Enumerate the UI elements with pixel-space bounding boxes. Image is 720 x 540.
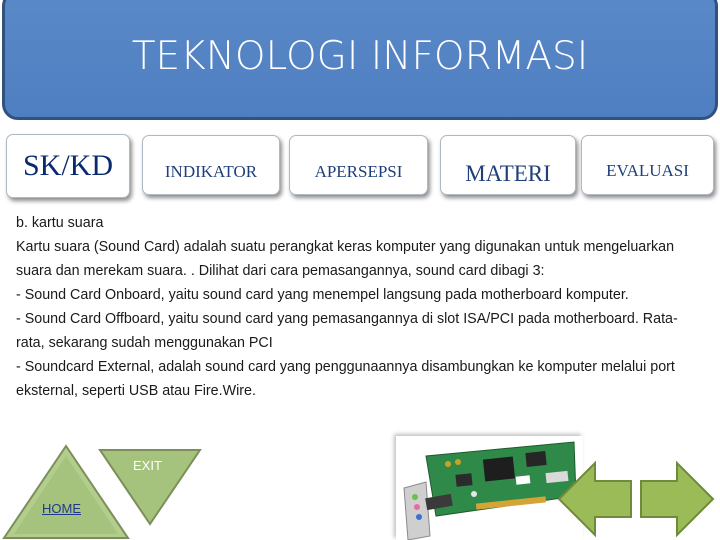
exit-label[interactable]: EXIT: [133, 458, 162, 473]
content-paragraph: - Sound Card Onboard, yaitu sound card yang menempel langsung pada motherboard komputer.: [16, 287, 629, 303]
header-banner: [0, 0, 720, 122]
content-paragraph: - Sound Card Offboard, yaitu sound card yang pemasangannya di slot ISA/PCI pada motherboard. Rata-rata, sekarang sudah menggunakan PCI: [16, 311, 678, 351]
arrow-right-icon[interactable]: [637, 459, 715, 539]
sound-card-image: [396, 436, 583, 540]
arrow-left-icon[interactable]: [557, 459, 635, 539]
home-label[interactable]: HOME: [42, 501, 81, 516]
nav-button-skkd[interactable]: SK/KD: [6, 134, 130, 198]
nav-button-evaluasi[interactable]: EVALUASI: [581, 135, 714, 195]
content-text: [16, 211, 696, 403]
nav-button-materi[interactable]: MATERI: [440, 135, 576, 195]
nav-button-indikator[interactable]: INDIKATOR: [142, 135, 280, 195]
content-heading: b. kartu suara: [16, 215, 104, 231]
content-paragraph: Kartu suara (Sound Card) adalah suatu perangkat keras komputer yang digunakan untuk mengeluarkan suara dan merekam suara. . Dilihat dari cara pemasangannya, sound card dibagi 3:: [16, 239, 675, 279]
nav-button-apersepsi[interactable]: APERSEPSI: [289, 135, 428, 195]
content-paragraph: - Soundcard External, adalah sound card yang penggunaannya disambungkan ke komputer melalui port eksternal, seperti USB atau Fire.Wire.: [16, 359, 675, 399]
page-title: TEKNOLOGI INFORMASI: [131, 34, 589, 79]
